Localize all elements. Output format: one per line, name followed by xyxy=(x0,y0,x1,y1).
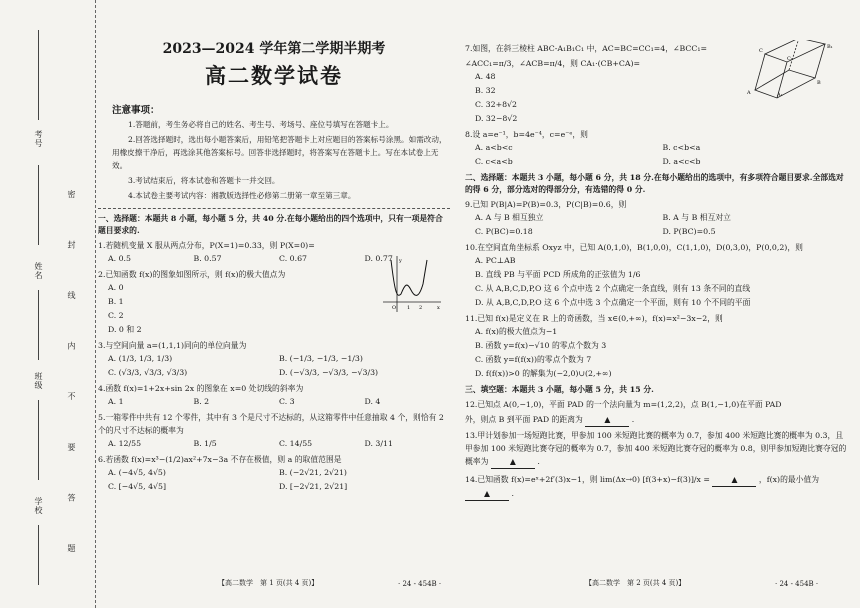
q7-option-d: D. 32−8√2 xyxy=(475,114,518,123)
exam-title: 2023—2024 学年第二学期半期考 xyxy=(162,41,386,57)
q6-option-d: D. [−2√21, 2√21] xyxy=(279,482,348,491)
q9-option-d: D. P(BC)=0.5 xyxy=(662,227,716,236)
q6-option-b: B. (−2√21, 2√21) xyxy=(279,468,347,477)
notice-item: 2.回答选择题时，选出每小题答案后，用铅笔把答题卡上对应题目的答案标号涂黑。如需改动，用橡皮擦干净后，再选涂其他答案标号。回答非选择题时，将答案写在答题卡上。写在本试卷上无效。 xyxy=(112,135,447,170)
q2-option-c: C. 2 xyxy=(108,311,124,320)
question-6: 6.若函数 f(x)=x³−(1/2)ax²+7x−3a 不存在极值，则 a 的取值范围是 xyxy=(98,455,342,464)
q3-option-b: B. (−1/3, −1/3, −1/3) xyxy=(279,354,363,363)
question-3: 3.与空间向量 a=(1,1,1)同向的单位向量为 xyxy=(98,341,247,350)
q11-option-c: C. 函数 y=f(f(x))的零点个数为 7 xyxy=(475,355,592,364)
divider xyxy=(98,208,450,209)
question-9: 9.已知 P(B|A)=P(B)=0.3，P(C|B)=0.6，则 xyxy=(465,200,627,209)
q8-option-a: A. a<b<c xyxy=(475,143,513,152)
q13-stem: 13.甲计划参加一场短跑比赛，甲参加 100 米短跑比赛的概率为 0.7，参加 400 米短跑比赛的概率为 0.3，且甲参加 100 米短跑比赛夺冠的概率为 0.7，参加 400 米短跑比赛夺冠的概率为 0.8，则甲参加短跑比赛夺冠的概率为 xyxy=(465,431,847,466)
footer-code-1: · 24 - 454B · xyxy=(398,580,442,588)
q4-option-d: D. 4 xyxy=(364,397,381,406)
q9-option-b: B. A 与 B 相互对立 xyxy=(662,213,731,222)
notice-item: 3.考试结束后，将本试卷和答题卡一并交回。 xyxy=(128,176,280,185)
q1-option-d: D. 0.77 xyxy=(364,254,393,263)
footer-page-1: 【高二数学 第 1 页(共 4 页)】 xyxy=(218,579,319,587)
notice-list xyxy=(112,118,450,202)
label-xuexiao: 学校 xyxy=(34,497,43,515)
question-2: 2.已知函数 f(x)的图象如图所示，则 f(x)的极大值点为 xyxy=(98,270,286,279)
q9-options xyxy=(475,211,850,239)
footer-code-2: · 24 - 454B · xyxy=(775,580,819,588)
q5-option-b: B. 1/5 xyxy=(193,439,217,448)
q9-option-c: C. P(BC)=0.18 xyxy=(475,227,533,236)
prism-label-a: A xyxy=(747,90,751,96)
q13-answer-blank: ▲ xyxy=(491,455,535,469)
q5-option-c: C. 14/55 xyxy=(279,439,313,448)
q7-prism-figure xyxy=(745,40,835,100)
kaohao-line xyxy=(38,30,39,120)
q8-option-d: D. a<c<b xyxy=(662,157,701,166)
q6-option-c: C. [−4√5, 4√5] xyxy=(108,482,166,491)
graph-label-x: x xyxy=(437,305,440,311)
q2-option-a: A. 0 xyxy=(108,283,124,292)
q10-options xyxy=(475,254,850,310)
q3-options xyxy=(108,352,450,380)
xingming-line xyxy=(38,290,39,360)
section-1-heading: 一、选择题：本题共 8 小题，每小题 5 分，共 40 分.在每小题给出的四个选项中，只有一项是符合题目要求的. xyxy=(98,214,443,235)
question-13 xyxy=(465,429,850,469)
q7-option-a: A. 48 xyxy=(475,72,496,81)
xuexiao-line xyxy=(38,525,39,585)
q1-option-b: B. 0.57 xyxy=(193,254,222,263)
right-column xyxy=(465,32,850,592)
kaohao-line-2 xyxy=(38,165,39,245)
notice-heading: 注意事项： xyxy=(112,105,160,116)
section-3-heading: 三、填空题：本题共 3 小题，每小题 5 分，共 15 分. xyxy=(465,385,654,394)
q5-option-d: D. 3/11 xyxy=(364,439,393,448)
q11-option-d: D. f(f(x))>0 的解集为(−2,0)∪(2,+∞) xyxy=(475,369,612,378)
q7-option-c: C. 32+8√2 xyxy=(475,100,517,109)
q12-answer-blank: ▲ xyxy=(585,413,629,427)
question-10: 10.在空间直角坐标系 Oxyz 中，已知 A(0,1,0)，B(1,0,0)，C(1,1,0)，D(0,3,0)，P(0,0,2)，则 xyxy=(465,243,803,252)
q11-option-a: A. f(x)的极大值点为−1 xyxy=(475,327,558,336)
q12-tail: . xyxy=(631,415,635,424)
q4-option-b: B. 2 xyxy=(193,397,210,406)
label-kaohao: 考号 xyxy=(34,130,43,148)
q8-options xyxy=(475,141,850,169)
subject-title: 高二数学试卷 xyxy=(205,63,343,88)
graph-label-o: O xyxy=(392,305,397,311)
q13-tail: . xyxy=(537,457,540,466)
question-7-line2: ∠ACC₁=π/3，∠ACB=π/4，则 CA₁·(CB+CA)= xyxy=(465,59,641,68)
q10-option-c: C. 从 A,B,C,D,P,O 这 6 个点中选 2 个点确定一条直线，则有 13 条不同的直线 xyxy=(475,284,751,293)
q2-option-d: D. 0 和 2 xyxy=(108,325,142,334)
q3-option-d: D. (−√3/3, −√3/3, −√3/3) xyxy=(279,368,379,377)
question-8: 8.设 a=e⁻¹，b=4e⁻⁴，c=e⁻ᵉ，则 xyxy=(465,130,588,139)
q3-option-a: A. (1/3, 1/3, 1/3) xyxy=(108,354,173,363)
q4-option-c: C. 3 xyxy=(279,397,295,406)
footer-page-2: 【高二数学 第 2 页(共 4 页)】 xyxy=(585,579,686,587)
q14-tail: . xyxy=(511,489,514,498)
q2-options xyxy=(108,281,308,337)
prism-label-a1: A₁ xyxy=(777,92,783,98)
left-column xyxy=(98,32,450,592)
q2-option-b: B. 1 xyxy=(108,297,124,306)
q1-option-a: A. 0.5 xyxy=(108,254,131,263)
q11-option-b: B. 函数 y=f(x)−√10 的零点个数为 3 xyxy=(475,341,607,350)
q8-option-c: C. c<a<b xyxy=(475,157,513,166)
q10-option-d: D. 从 A,B,C,D,P,O 这 6 个点中选 3 个点确定一个平面，则有 10 个不同的平面 xyxy=(475,298,751,307)
question-1: 1.若随机变量 X 服从两点分布，P(X=1)=0.33，则 P(X=0)= xyxy=(98,241,315,250)
question-14 xyxy=(465,473,850,501)
q5-option-a: A. 12/55 xyxy=(108,439,142,448)
label-banji: 班级 xyxy=(34,372,43,390)
q7-options xyxy=(475,70,675,126)
q10-option-b: B. 直线 PB 与平面 PCD 所成角的正弦值为 1/6 xyxy=(475,270,641,279)
q14-answer-blank-2: ▲ xyxy=(465,487,509,501)
prism-label-c: C xyxy=(759,48,763,54)
q6-options xyxy=(108,466,450,494)
q7-option-b: B. 32 xyxy=(475,86,496,95)
q10-option-a: A. PC⊥AB xyxy=(475,256,516,265)
graph-label-1: 1 xyxy=(407,305,411,311)
q6-option-a: A. (−4√5, 4√5) xyxy=(108,468,166,477)
question-5: 5.一箱零件中共有 12 个零件，其中有 3 个是尺寸不达标的，从这箱零件中任意抽取 4 个，则恰有 2 个的尺寸不达标的概率为 xyxy=(98,413,444,435)
question-7-line1: 7.如图，在斜三棱柱 ABC-A₁B₁C₁ 中，AC=BC=CC₁=4，∠BCC₁= xyxy=(465,44,708,53)
question-4: 4.函数 f(x)=1+2x+sin 2x 的图象在 x=0 处切线的斜率为 xyxy=(98,384,304,393)
graph-label-2: 2 xyxy=(419,305,423,311)
question-12-line1: 12.已知点 A(0,−1,0)，平面 PAD 的一个法向量为 m=(1,2,2)，点 B(1,−1,0)在平面 PAD xyxy=(465,400,782,409)
q4-option-a: A. 1 xyxy=(108,397,124,406)
notice-item: 4.本试卷主要考试内容：湘教版选择性必修第二册第一章至第三章。 xyxy=(128,191,356,200)
q14-mid: ，f(x)的最小值为 xyxy=(758,475,820,484)
q5-options xyxy=(108,437,450,451)
q4-options xyxy=(108,395,450,409)
q3-option-c: C. (√3/3, √3/3, √3/3) xyxy=(108,368,188,377)
q9-option-a: A. A 与 B 相互独立 xyxy=(475,213,544,222)
question-11: 11.已知 f(x)是定义在 R 上的奇函数，当 x∈(0,+∞)，f(x)=x²−3x−2，则 xyxy=(465,314,723,323)
label-xingming: 姓名 xyxy=(34,262,43,280)
seal-line-text: 密 封 线 内 不 要 答 题 xyxy=(67,190,76,572)
binding-strip xyxy=(0,0,96,608)
q12-stem: 外，则点 B 到平面 PAD 的距离为 xyxy=(465,415,583,424)
prism-label-c1: C₁ xyxy=(787,56,793,62)
q8-option-b: B. c<b<a xyxy=(662,143,701,152)
graph-label-y: y xyxy=(399,258,402,264)
q14-answer-blank-1: ▲ xyxy=(712,473,756,487)
banji-line xyxy=(38,400,39,480)
prism-label-b: B xyxy=(817,80,821,86)
q14-stem: 14.已知函数 f(x)=eˣ+2f′(3)x−1，则 lim(Δx→0) [f(3+x)−f(3)]/x = xyxy=(465,475,710,484)
prism-label-b1: B₁ xyxy=(827,44,833,50)
question-12-line2 xyxy=(465,413,850,427)
q2-function-graph xyxy=(383,254,443,314)
section-2-heading: 二、选择题：本题共 3 小题，每小题 6 分，共 18 分.在每小题给出的选项中，有多项符合题目要求.全部选对的得 6 分，部分选对的得部分分，有选错的得 0 分. xyxy=(465,173,844,194)
q1-option-c: C. 0.67 xyxy=(279,254,308,263)
q11-options xyxy=(475,325,850,381)
notice-item: 1.答题前，考生务必将自己的姓名、考生号、考场号、座位号填写在答题卡上。 xyxy=(128,120,394,129)
